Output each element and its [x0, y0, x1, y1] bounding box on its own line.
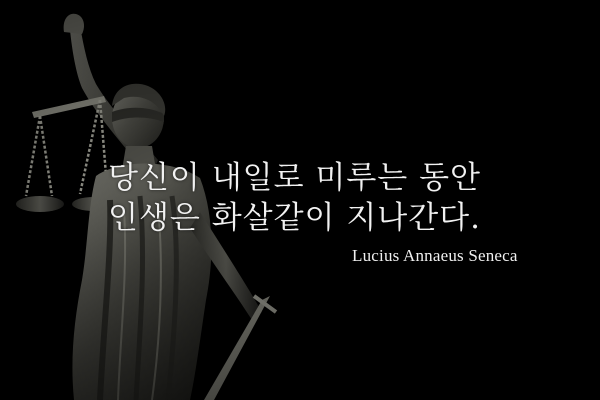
quote-line: 당신이 내일로 미루는 동안 — [108, 160, 481, 196]
quote-text — [108, 158, 578, 238]
quote-line: 인생은 화살같이 지나간다. — [108, 200, 481, 236]
quote-author: Lucius Annaeus Seneca — [352, 246, 518, 265]
